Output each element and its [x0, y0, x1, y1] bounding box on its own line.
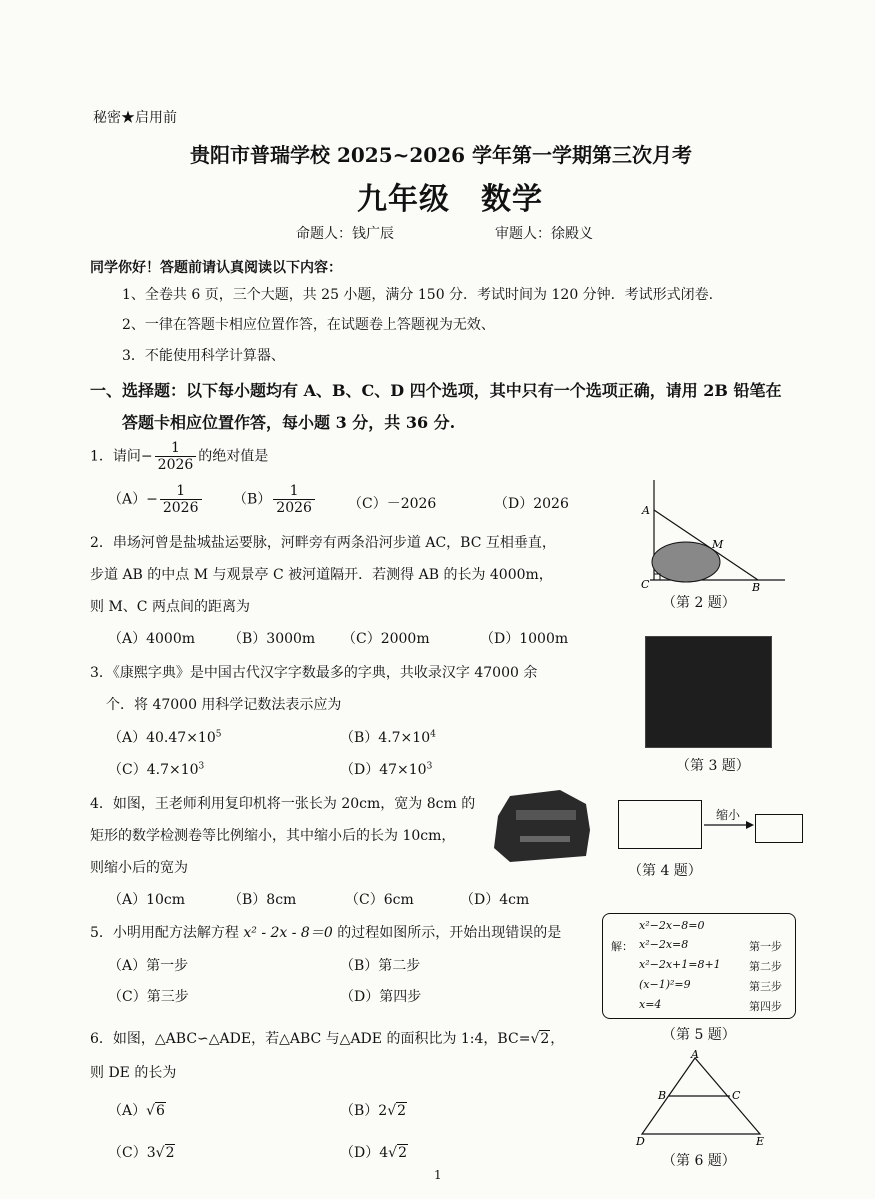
q4-option-c: （C）6cm — [345, 892, 414, 908]
step-label: 第三步 — [749, 980, 782, 993]
instructions-heading: 同学你好！答题前请认真阅读以下内容： — [90, 260, 342, 276]
q5-option-a: （A）第一步 — [108, 958, 189, 974]
question-2-line: 则 M、C 两点间的距离为 — [90, 599, 250, 615]
step-label: 第四步 — [749, 1000, 782, 1013]
q4-option-d: （D）4cm — [460, 892, 530, 908]
step-label: 第二步 — [749, 960, 782, 973]
solution-step: x²−2x=8 — [639, 938, 689, 951]
river-blob — [652, 542, 720, 582]
solution-step: x²−2x−8=0 — [639, 919, 705, 932]
q2-option-c: （C）2000m — [342, 631, 430, 647]
q3-option-c: $(C)4.7\times 10^3$ — [108, 761, 205, 778]
label-a: A — [642, 504, 650, 517]
section1-line1: 一、选择题：以下每小题均有 A、B、C、D 四个选项，其中只有一个选项正确，请用 2B 铅笔在 — [90, 381, 782, 400]
question-3-line: 3．《康熙字典》是中国古代汉字字数最多的字典，共收录汉字 47000 余 — [90, 665, 538, 681]
label-m: M — [712, 538, 724, 551]
question-4-line: 则缩小后的宽为 — [90, 860, 188, 876]
shrink-label: 缩小 — [716, 808, 741, 822]
question-6-stem: 6．如图，△ABC∽△ADE，若△ABC 与△ADE 的面积比为 1:4，BC=√2， — [90, 1031, 565, 1047]
dictionary-image — [645, 636, 772, 748]
q3-caption: （第 3 题） — [676, 758, 750, 774]
q6-option-b: （B）2√2 — [340, 1103, 407, 1119]
q4-option-a: （A）10cm — [108, 892, 186, 908]
solve-label: 解： — [611, 940, 633, 953]
q5-caption: （第 5 题） — [662, 1027, 736, 1043]
label-c: C — [641, 578, 650, 591]
q4-option-b: （B）8cm — [228, 892, 297, 908]
label-b: B — [658, 1089, 667, 1102]
right-angle-mark — [654, 574, 660, 580]
q2-option-d: （D）1000m — [480, 631, 569, 647]
q5-option-c: （C）第三步 — [108, 989, 189, 1005]
solution-step: x²−2x+1=8+1 — [639, 958, 721, 971]
q2-figure — [630, 478, 790, 598]
secret-label: 秘密★启用前 — [93, 110, 177, 126]
copier-image — [490, 786, 600, 864]
solution-step: x=4 — [639, 998, 662, 1011]
reviewer-label: 审题人：徐殿义 — [495, 226, 593, 242]
page-number: 1 — [434, 1168, 442, 1182]
question-6-line: 则 DE 的长为 — [90, 1065, 177, 1081]
instruction-item: 2、一律在答题卡相应位置作答，在试题卷上答题视为无效、 — [122, 317, 495, 333]
instruction-item: 1、全卷共 6 页，三个大题，共 25 小题，满分 150 分．考试时间为 120 分钟．考试形式闭卷. — [122, 287, 714, 303]
q3-option-a: $(A)40.47\times 10^5$ — [108, 729, 222, 746]
label-c: C — [732, 1089, 741, 1102]
instruction-item: 3．不能使用科学计算器、 — [122, 348, 285, 364]
reduced-rectangle — [755, 814, 803, 843]
question-4-line: 矩形的数学检测卷等比例缩小，其中缩小后的长为 10cm， — [90, 828, 456, 844]
exam-title: 贵阳市普瑞学校 2025~2026 学年第一学期第三次月考 — [190, 143, 693, 167]
label-b: B — [752, 581, 761, 594]
section1-line2: 答题卡相应位置作答，每小题 3 分，共 36 分. — [122, 413, 456, 432]
label-d: D — [636, 1135, 645, 1146]
question-1-stem: 1．请问− $\frac{1}{2026}$ 的绝对值是 — [90, 440, 269, 474]
label-a: A — [691, 1048, 699, 1061]
q6-caption: （第 6 题） — [662, 1153, 736, 1169]
author-label: 命题人：钱广辰 — [296, 226, 394, 242]
q2-option-a: （A）4000m — [108, 631, 196, 647]
label-e: E — [756, 1135, 765, 1146]
original-rectangle — [618, 800, 702, 849]
solution-step: (x−1)²=9 — [639, 978, 691, 991]
q4-caption: （第 4 题） — [628, 863, 702, 879]
question-2-line: 2．串场河曾是盐城盐运要脉，河畔旁有两条沿河步道 AC，BC 互相垂直， — [90, 535, 556, 551]
q1-option-d: （D）2026 — [494, 496, 569, 512]
q1-option-c: （C）－2026 — [348, 496, 437, 512]
q6-figure — [632, 1048, 772, 1146]
question-4-line: 4．如图，王老师利用复印机将一张长为 20cm，宽为 8cm 的 — [90, 796, 476, 812]
q3-option-d: $(D)47\times 10^3$ — [340, 761, 433, 778]
q1-option-a: （A）− $\frac{1}{2026}$ — [108, 483, 204, 516]
q1-option-b: （B） $\frac{1}{2026}$ — [233, 483, 317, 516]
question-2-line: 步道 AB 的中点 M 与观景亭 C 被河道隔开．若测得 AB 的长为 4000m， — [90, 567, 553, 583]
question-3-line: 个．将 47000 用科学记数法表示应为 — [106, 697, 342, 713]
q6-option-d: （D）4√2 — [340, 1145, 407, 1161]
q5-option-d: （D）第四步 — [340, 989, 422, 1005]
q6-option-c: （C）3√2 — [108, 1145, 175, 1161]
q2-option-b: （B）3000m — [228, 631, 316, 647]
question-5-stem: 5．小明用配方法解方程 x² - 2x - 8＝0 的过程如图所示，开始出现错误的是 — [90, 925, 562, 941]
q5-option-b: （B）第二步 — [340, 958, 421, 974]
subject-title: 九年级 数学 — [357, 182, 543, 217]
q6-option-a: （A）√6 — [108, 1103, 165, 1119]
solution-box — [602, 913, 796, 1019]
q3-option-b: $(B)4.7\times 10^4$ — [340, 729, 436, 746]
q2-caption: （第 2 题） — [662, 595, 736, 611]
step-label: 第一步 — [749, 940, 782, 953]
